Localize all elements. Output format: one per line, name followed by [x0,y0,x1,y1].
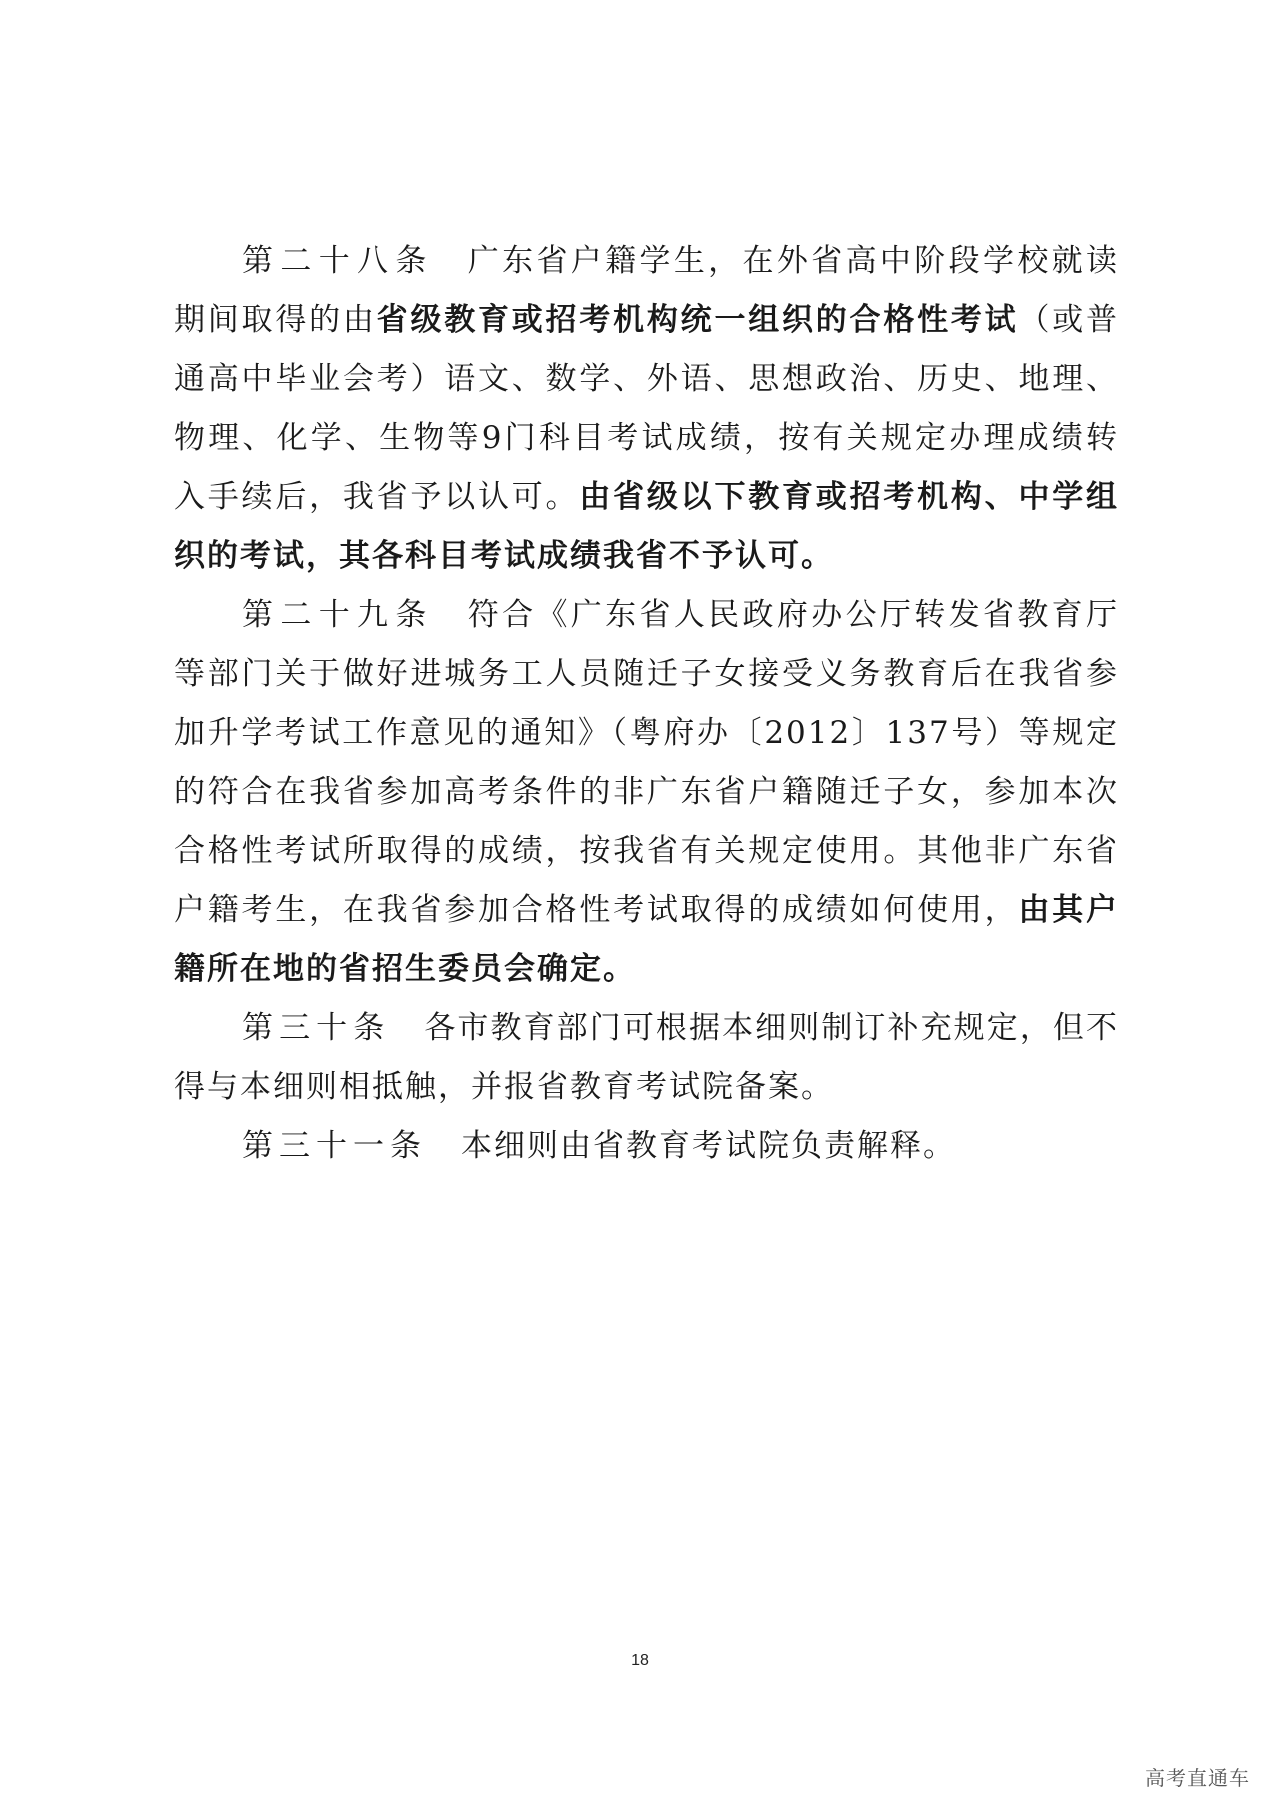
article-text-emphasis: 由省级以下教育或招考机构、中学组织的考试，其各科目考试成绩我省不予认可。 [174,479,1120,574]
document-body [174,232,1119,1176]
article-31 [174,1117,1119,1176]
article-text: 符合《广东省人民政府办公厅转发省教育厅等部门关于做好进城务工人员随迁子女接受义务教育后在我省参加升学考试工作意见的通知》（粤府办〔2012〕137号）等规定的符合在我省参加高考条件的非广东省户籍随迁子女，参加本次合格性考试所取得的成绩，按我省有关规定使用。其他非广东省户籍考生，在我省参加合格性考试取得的成绩如何使用， [174,597,1120,928]
article-number: 第二十九条 [242,597,434,633]
article-text: 本细则由省教育考试院负责解释。 [461,1128,956,1164]
article-text-emphasis: 由其户籍所在地的省招生委员会确定。 [174,892,1120,987]
article-number: 第三十一条 [242,1128,427,1164]
article-text: 各市教育部门可根据本细则制订补充规定，但不得与本细则相抵触，并报省教育考试院备案。 [174,1010,1120,1105]
article-29 [174,586,1119,999]
article-number: 第三十条 [242,1010,391,1046]
article-number: 第二十八条 [242,243,434,279]
article-text: （或普通高中毕业会考）语文、数学、外语、思想政治、历史、地理、物理、化学、生物等9门科目考试成绩，按有关规定办理成绩转入手续后，我省予以认可。 [174,302,1120,515]
watermark-logo-text: 高考直通车 [1145,1766,1250,1790]
page-number: 18 [631,1652,649,1669]
article-28 [174,232,1119,586]
article-30 [174,999,1119,1117]
article-text-emphasis: 省级教育或招考机构统一组织的合格性考试 [376,302,1019,338]
article-text: 广东省户籍学生，在外省高中阶段学校就读期间取得的由 [174,243,1120,338]
